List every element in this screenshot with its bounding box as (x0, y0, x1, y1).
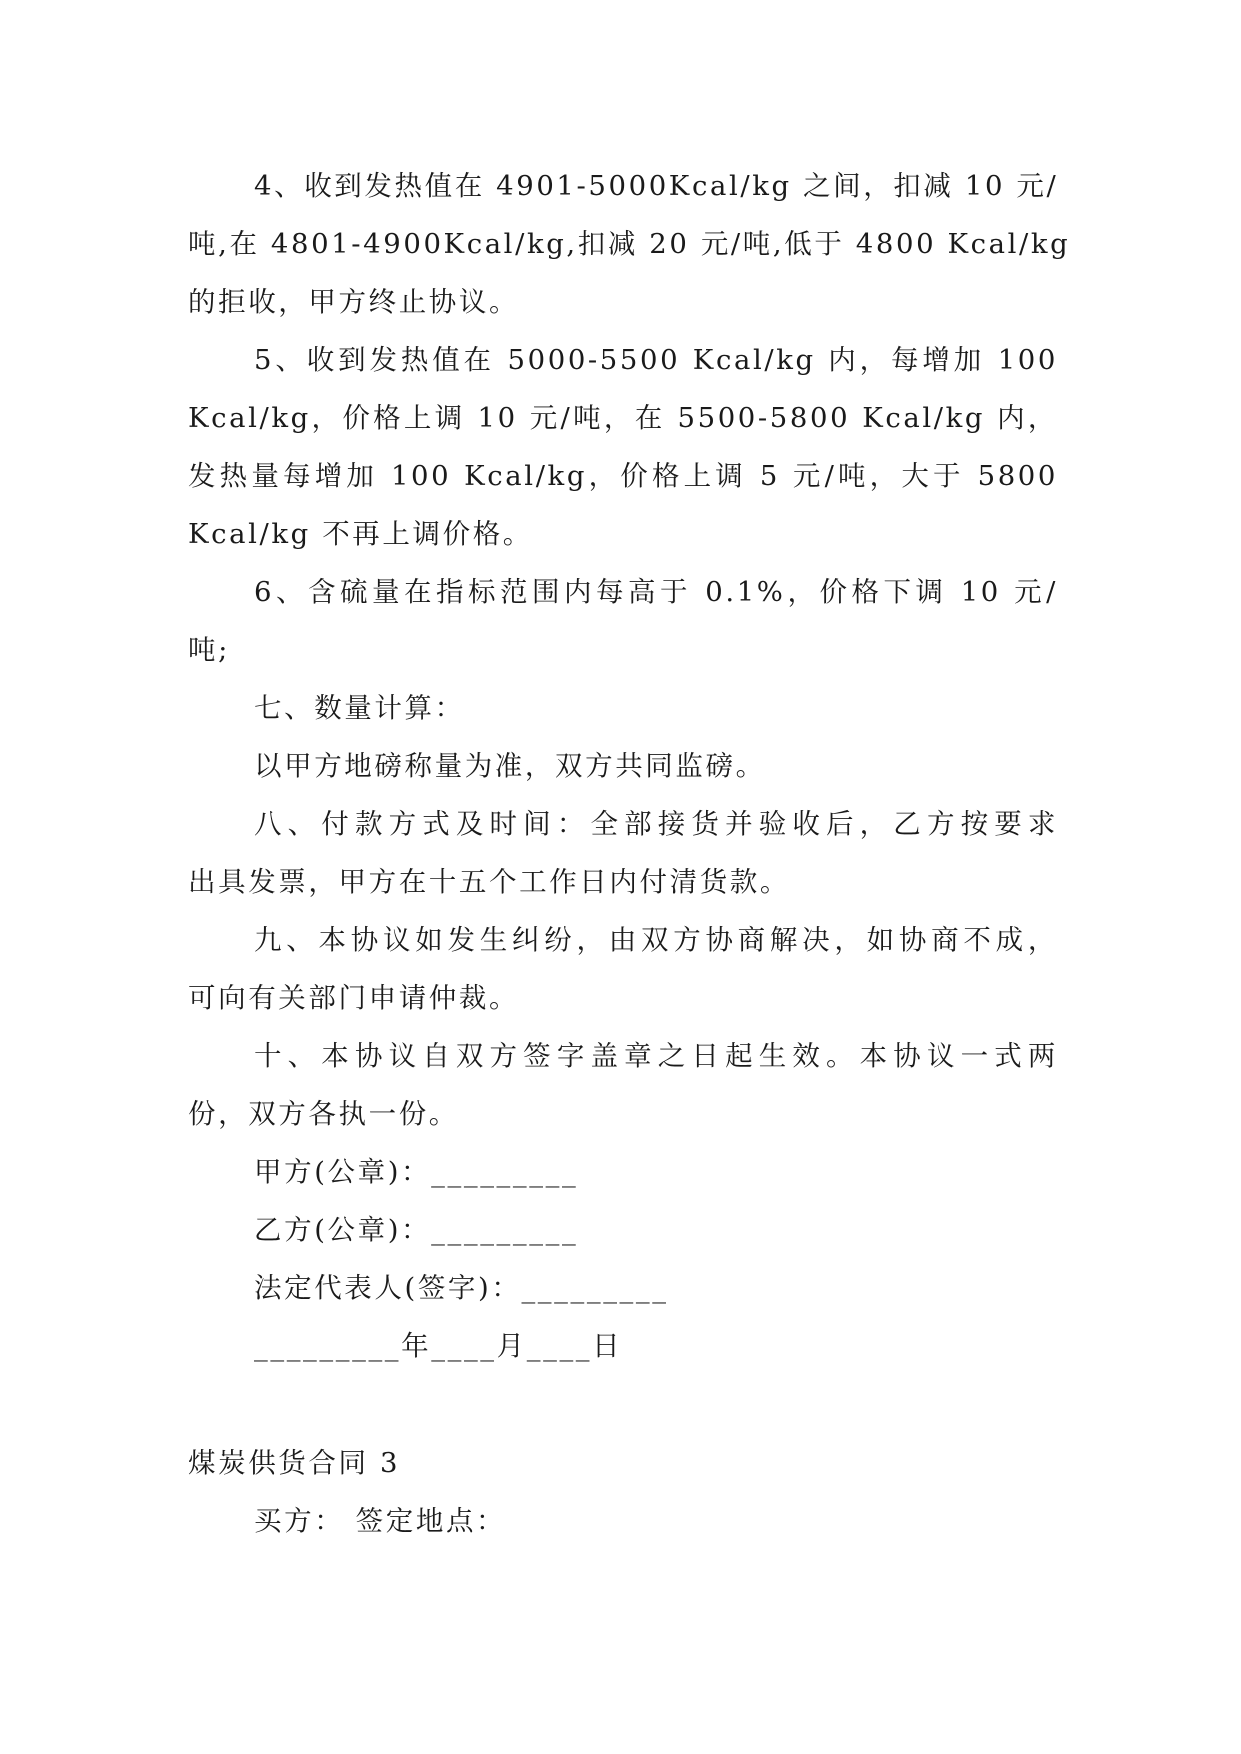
clause-4-line-2: 吨,在 4801-4900Kcal/kg,扣减 20 元/吨,低于 4800 Kcal/kg (188, 228, 1071, 260)
section-9-line-2: 可向有关部门申请仲裁。 (188, 982, 520, 1014)
clause-6-line-2: 吨; (188, 634, 230, 666)
party-b-seal: 乙方(公章)：_________ (254, 1214, 579, 1246)
buyer-and-place: 买方： 签定地点： (254, 1505, 507, 1537)
party-a-seal: 甲方(公章)：_________ (254, 1156, 579, 1188)
section-10-line-2: 份，双方各执一份。 (188, 1098, 459, 1130)
contract-3-title: 煤炭供货合同 3 (188, 1447, 401, 1479)
clause-5-line-1: 5、收到发热值在 5000-5500 Kcal/kg 内，每增加 100 (254, 344, 1058, 376)
section-8-line-2: 出具发票，甲方在十五个工作日内付清货款。 (188, 866, 790, 898)
section-7-heading: 七、数量计算： (254, 692, 465, 724)
clause-5-line-2: Kcal/kg，价格上调 10 元/吨，在 5500-5800 Kcal/kg 内， (188, 402, 1058, 434)
section-10-line-1: 十、本协议自双方签字盖章之日起生效。本协议一式两 (254, 1040, 1058, 1072)
clause-4-line-3: 的拒收，甲方终止协议。 (188, 286, 520, 318)
section-8-line-1: 八、付款方式及时间：全部接货并验收后，乙方按要求 (254, 808, 1058, 840)
section-7-body: 以甲方地磅称量为准，双方共同监磅。 (254, 750, 766, 782)
clause-5-line-4: Kcal/kg 不再上调价格。 (188, 518, 533, 550)
signing-date: _________年____月____日 (254, 1330, 623, 1362)
legal-rep-signature: 法定代表人(签字)：_________ (254, 1272, 669, 1304)
clause-4-line-1: 4、收到发热值在 4901-5000Kcal/kg 之间，扣减 10 元/ (254, 170, 1059, 202)
clause-6-line-1: 6、含硫量在指标范围内每高于 0.1%，价格下调 10 元/ (254, 576, 1058, 608)
clause-5-line-3: 发热量每增加 100 Kcal/kg，价格上调 5 元/吨，大于 5800 (188, 460, 1058, 492)
section-9-line-1: 九、本协议如发生纠纷，由双方协商解决，如协商不成， (254, 924, 1058, 956)
